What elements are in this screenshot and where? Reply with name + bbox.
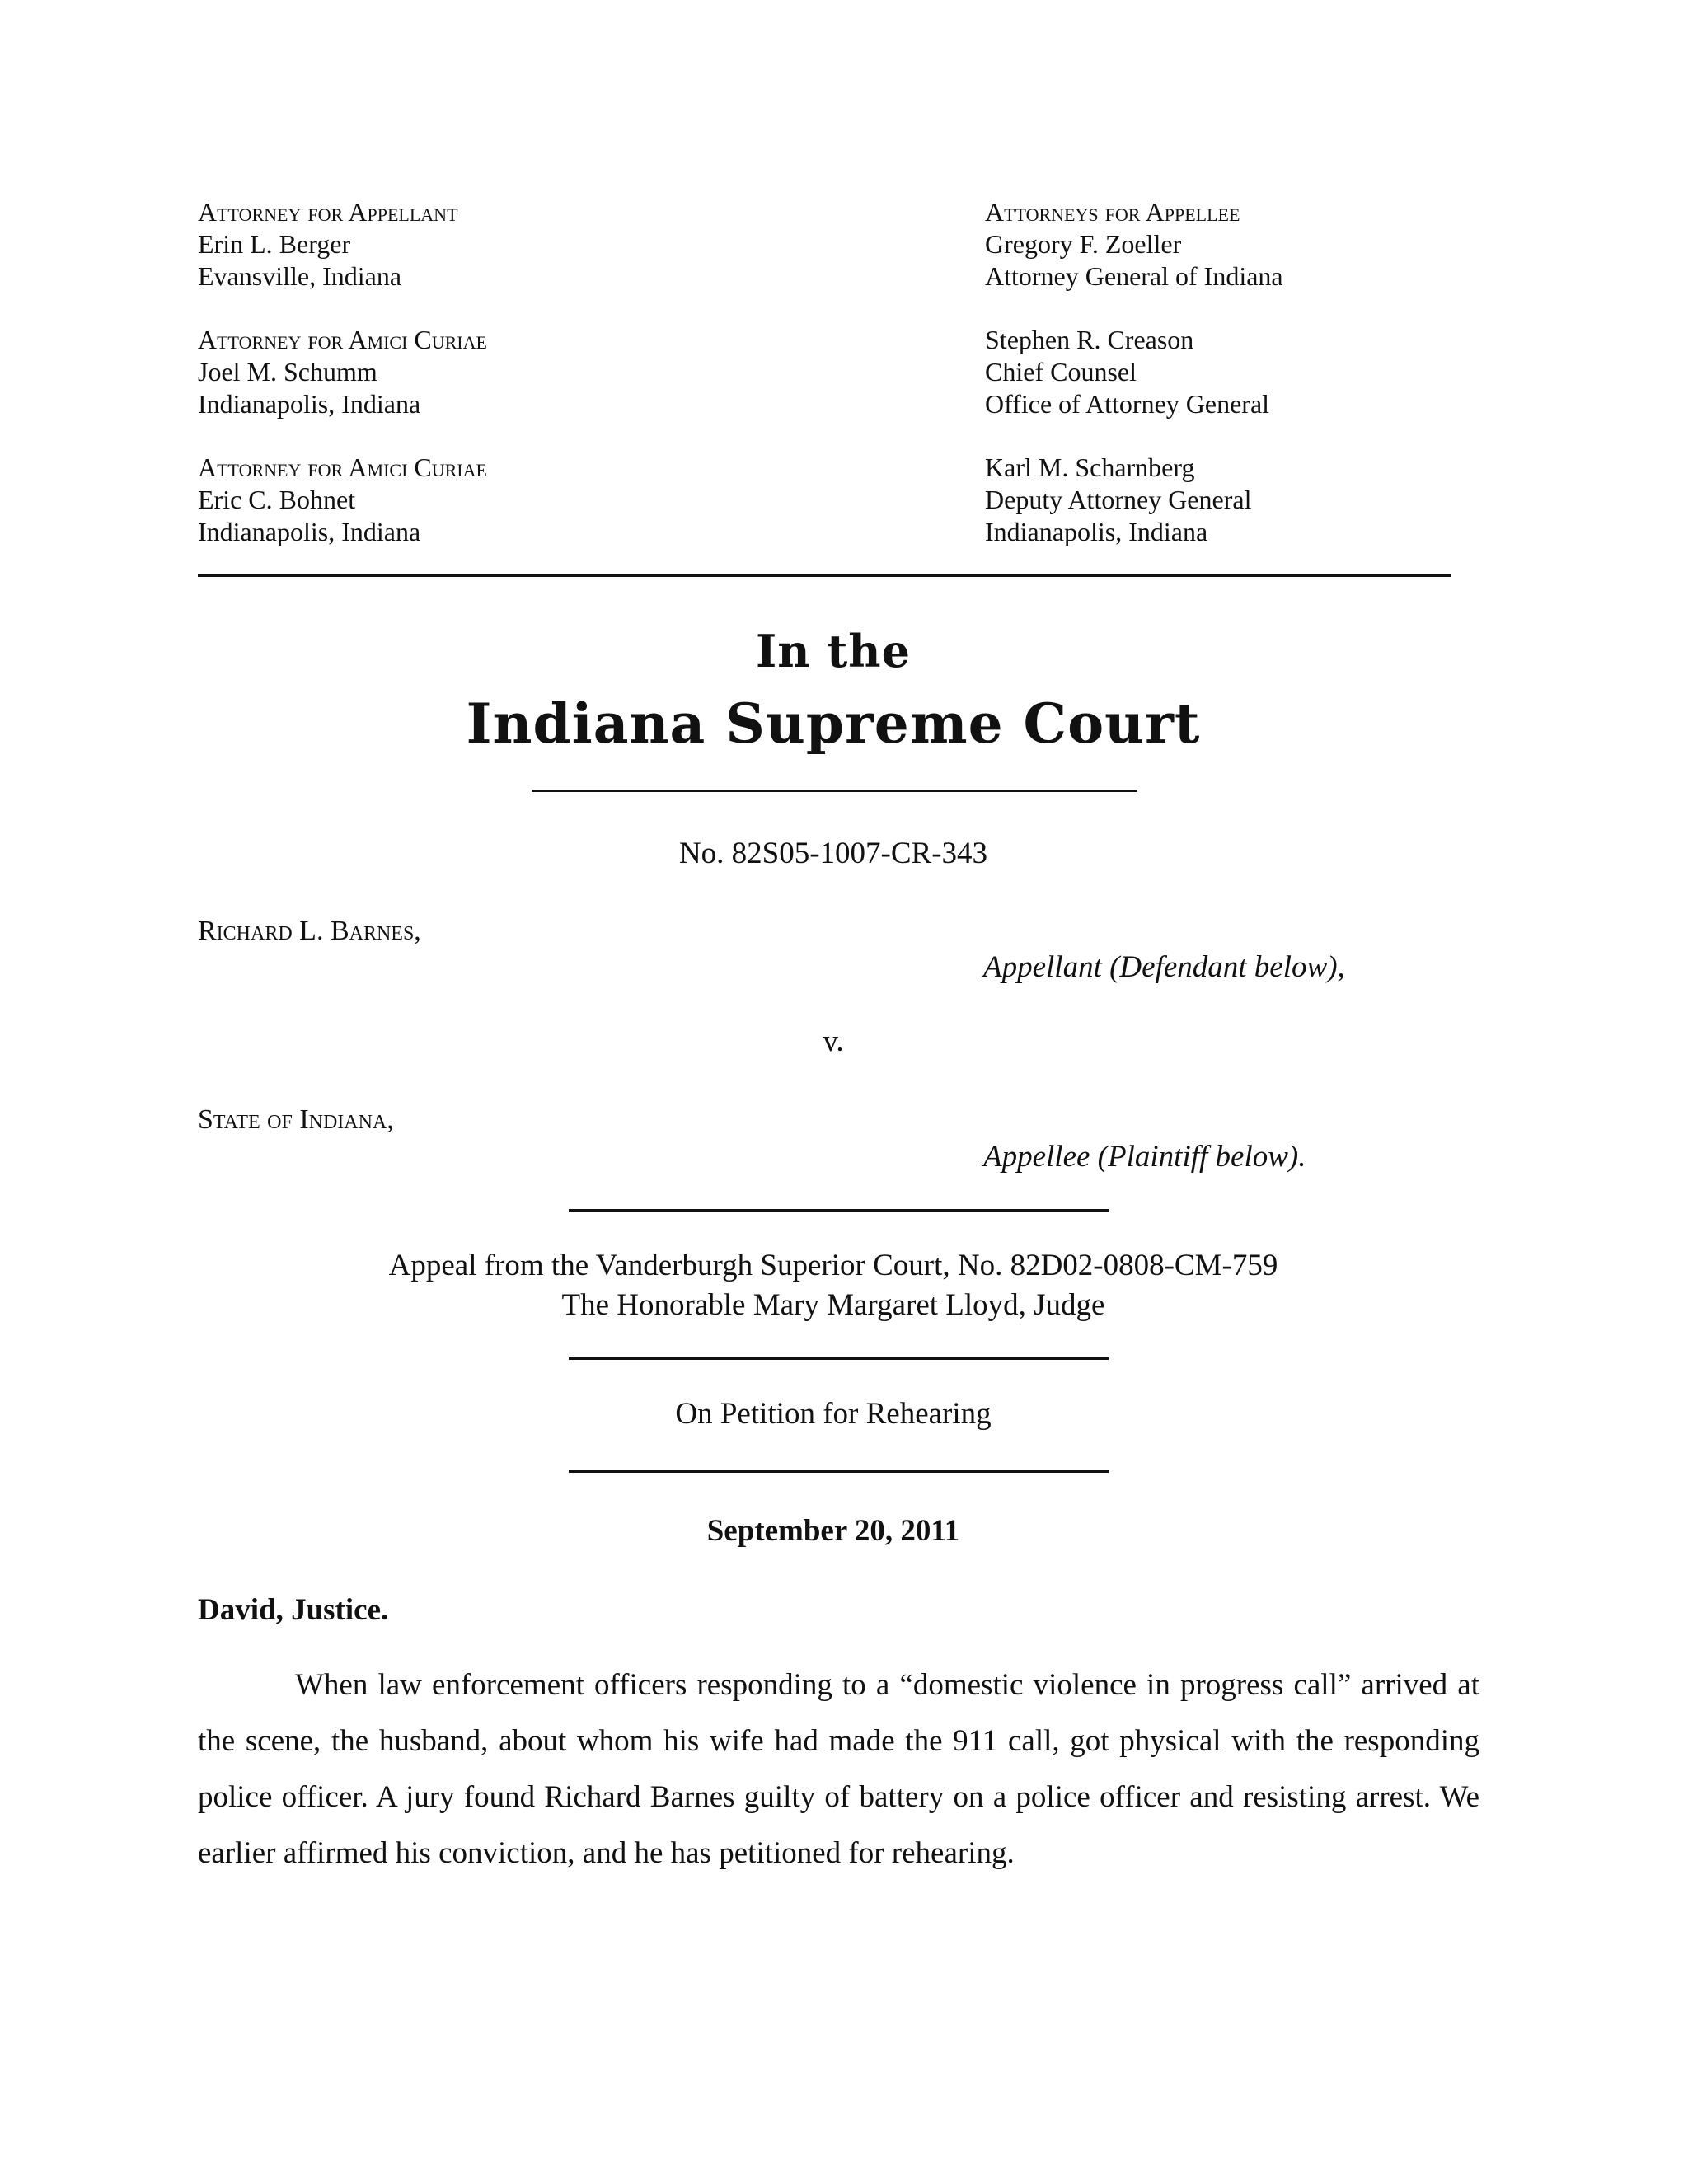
- attorney-title: Attorney General of Indiana: [985, 261, 1283, 291]
- attorney-block: [198, 324, 940, 420]
- attorney-heading: Attorneys for Appellee: [985, 197, 1240, 227]
- attorney-title: Chief Counsel: [985, 357, 1137, 387]
- attorney-block: [985, 324, 1479, 420]
- header-divider: [198, 574, 1451, 577]
- decision-date: September 20, 2011: [706, 1514, 960, 1548]
- appellee-name: State of Indiana,: [198, 1104, 394, 1135]
- section-rule: [569, 1209, 1109, 1212]
- appellant-role: Appellant (Defendant below),: [983, 950, 1345, 984]
- attorney-title: Deputy Attorney General: [985, 485, 1252, 514]
- opinion-paragraph: When law enforcement officers responding to a “domestic violence in progress call” arrived at the scene, the husband, about whom his wife had made the 911 call, got physical with the responding police officer. A jury found Richard Barnes guilty of battery on a police officer and resisting arrest. We earlier affirmed his conviction, and he has petitioned for rehearing.: [198, 1668, 1479, 1870]
- court-heading-rule: [532, 790, 1137, 792]
- attorney-name: Gregory F. Zoeller: [985, 229, 1182, 259]
- appellee-role: Appellee (Plaintiff below).: [983, 1140, 1306, 1174]
- attorney-name: Stephen R. Creason: [985, 325, 1194, 354]
- attorney-block: [198, 196, 940, 293]
- appeal-source: [0, 1246, 1667, 1325]
- attorney-office: Office of Attorney General: [985, 389, 1270, 419]
- section-rule: [569, 1357, 1109, 1360]
- appeal-court-line: Appeal from the Vanderburgh Superior Court, No. 82D02-0808-CM-759: [388, 1249, 1278, 1282]
- docket-number: No. 82S05-1007-CR-343: [678, 837, 988, 870]
- appellant-side-attorneys: [198, 196, 940, 579]
- versus: v.: [823, 1024, 844, 1058]
- attorney-block: [985, 452, 1479, 548]
- court-heading: [0, 618, 1667, 763]
- attorney-name: Joel M. Schumm: [198, 357, 377, 387]
- appellant-name: Richard L. Barnes,: [198, 916, 421, 946]
- petition-title: On Petition for Rehearing: [675, 1397, 992, 1431]
- attorney-heading: Attorney for Amici Curiae: [198, 325, 487, 354]
- attorney-name: Erin L. Berger: [198, 229, 351, 259]
- appeal-judge-line: The Honorable Mary Margaret Lloyd, Judge: [561, 1288, 1105, 1322]
- court-name: Indiana Supreme Court: [466, 691, 1201, 756]
- attorney-location: Indianapolis, Indiana: [198, 389, 421, 419]
- opinion-author: David, Justice.: [198, 1593, 389, 1627]
- section-rule: [569, 1470, 1109, 1473]
- appellee-side-attorneys: [985, 196, 1479, 579]
- attorney-name: Eric C. Bohnet: [198, 485, 356, 514]
- attorney-location: Indianapolis, Indiana: [198, 517, 421, 546]
- court-heading-line1: In the: [756, 625, 911, 677]
- attorney-block: [198, 452, 940, 548]
- attorney-location: Evansville, Indiana: [198, 261, 402, 291]
- attorney-block: [985, 196, 1479, 293]
- attorney-heading: Attorney for Amici Curiae: [198, 452, 487, 482]
- attorney-location: Indianapolis, Indiana: [985, 517, 1208, 546]
- attorney-name: Karl M. Scharnberg: [985, 452, 1195, 482]
- attorney-heading: Attorney for Appellant: [198, 197, 458, 227]
